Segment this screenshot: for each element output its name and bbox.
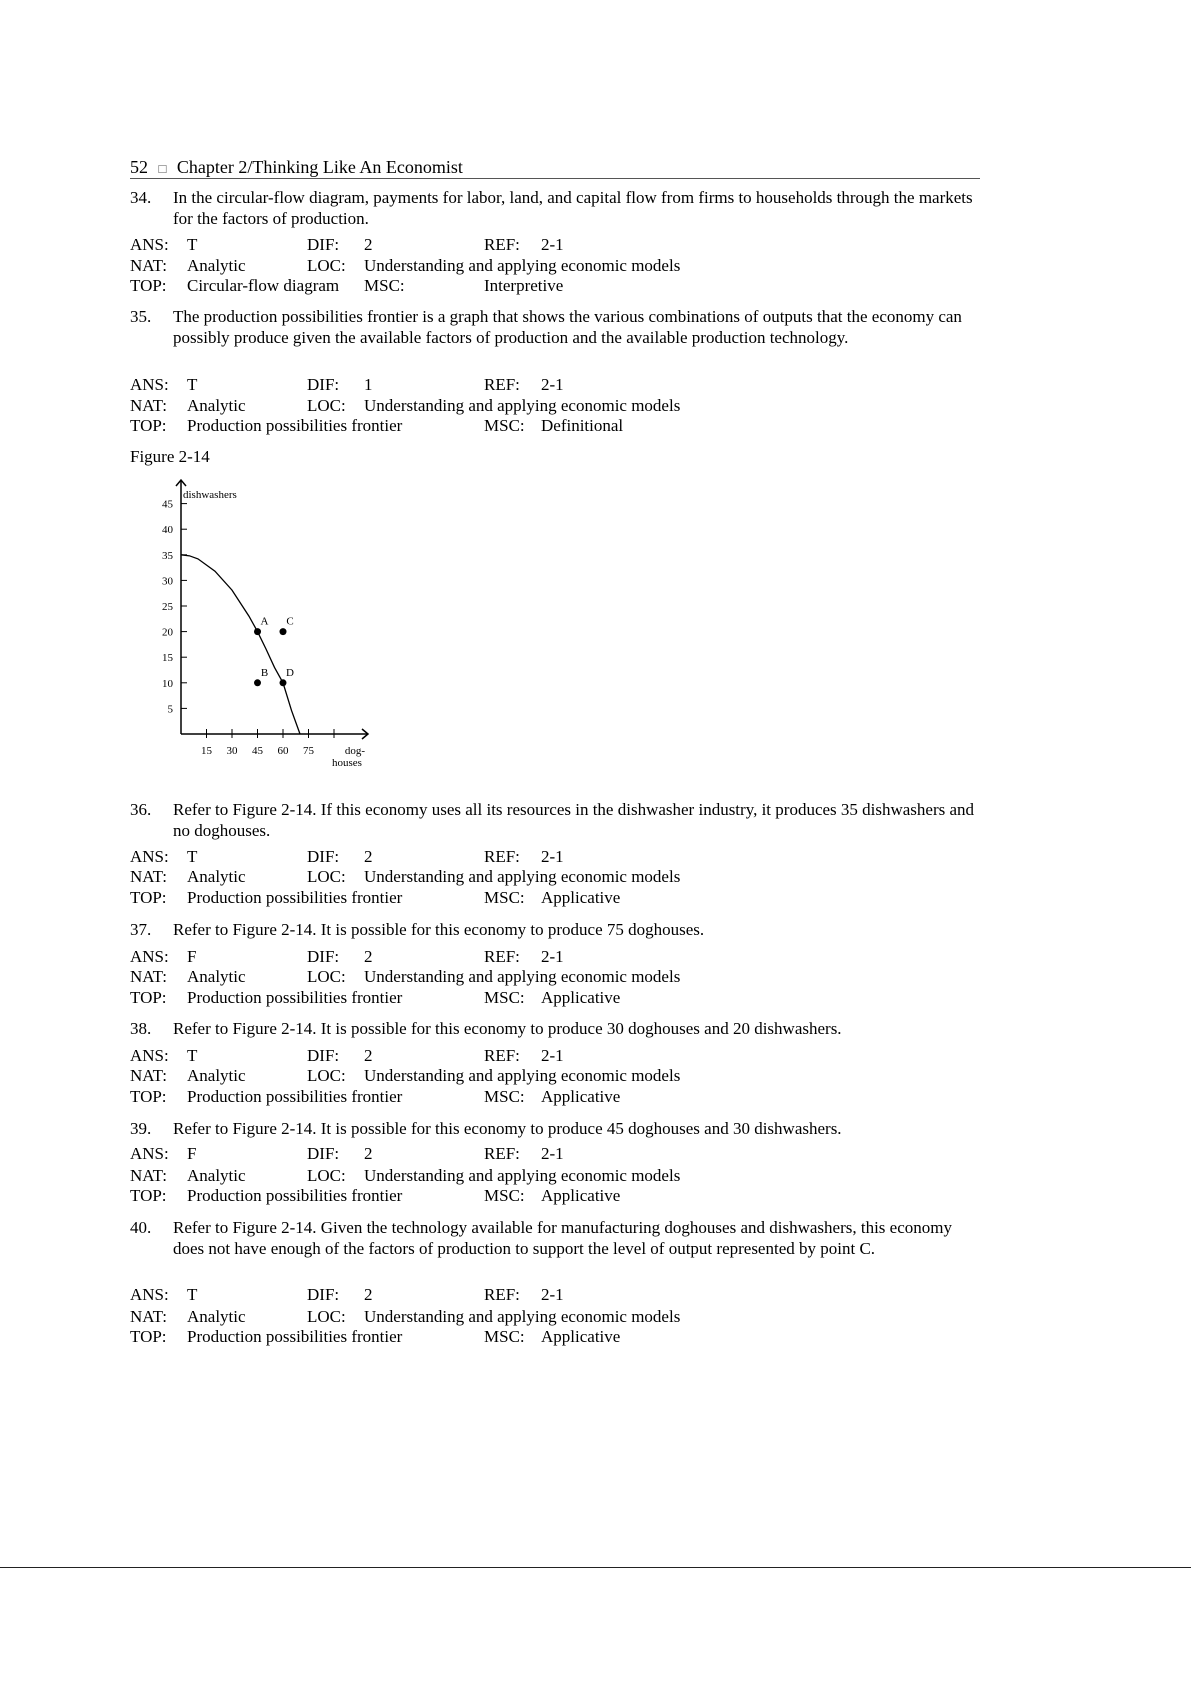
dif-value: 2 bbox=[364, 847, 373, 866]
ref-value: 2-1 bbox=[541, 1285, 564, 1304]
point-c bbox=[280, 628, 287, 635]
nat-value: Analytic bbox=[187, 256, 246, 275]
dif-value: 2 bbox=[364, 1285, 373, 1304]
nat-label: NAT: bbox=[130, 967, 167, 986]
msc-label: MSC: bbox=[484, 988, 525, 1007]
ref-value: 2-1 bbox=[541, 1144, 564, 1163]
msc-label: MSC: bbox=[364, 276, 405, 295]
loc-label: LOC: bbox=[307, 1307, 346, 1326]
nat-label: NAT: bbox=[130, 1166, 167, 1185]
dif-label: DIF: bbox=[307, 1046, 340, 1065]
ref-label: REF: bbox=[484, 235, 520, 254]
question-number: 37. bbox=[130, 920, 152, 939]
page-header bbox=[130, 157, 463, 179]
msc-value: Definitional bbox=[541, 416, 624, 435]
nat-label: NAT: bbox=[130, 1066, 167, 1085]
msc-label: MSC: bbox=[484, 416, 525, 435]
dif-value: 2 bbox=[364, 1046, 373, 1065]
ref-label: REF: bbox=[484, 947, 520, 966]
ans-label: ANS: bbox=[130, 1144, 169, 1163]
loc-label: LOC: bbox=[307, 256, 346, 275]
point-b bbox=[254, 679, 261, 686]
point-label-d: D bbox=[286, 666, 294, 679]
page-number: 52 bbox=[130, 157, 148, 177]
dif-value: 2 bbox=[364, 947, 373, 966]
y-tick-label: 30 bbox=[162, 575, 173, 588]
y-tick-label: 25 bbox=[162, 601, 173, 613]
top-label: TOP: bbox=[130, 416, 167, 435]
loc-value: Understanding and applying economic models bbox=[364, 396, 681, 415]
nat-value: Analytic bbox=[187, 1066, 246, 1085]
question-text: In the circular-flow diagram, payments for labor, land, and capital flow from firms to households through the markets for the factors of production. bbox=[173, 188, 973, 228]
loc-value: Understanding and applying economic models bbox=[364, 1166, 681, 1185]
y-tick-label: 15 bbox=[162, 652, 173, 665]
loc-label: LOC: bbox=[307, 396, 346, 415]
point-d bbox=[280, 679, 287, 686]
top-value: Production possibilities frontier bbox=[187, 988, 403, 1007]
nat-label: NAT: bbox=[130, 1307, 167, 1326]
loc-label: LOC: bbox=[307, 867, 346, 886]
msc-value: Applicative bbox=[541, 1087, 621, 1106]
msc-label: MSC: bbox=[484, 888, 525, 907]
nat-value: Analytic bbox=[187, 967, 246, 986]
x-tick-label: 60 bbox=[277, 745, 289, 757]
nat-value: Analytic bbox=[187, 1166, 246, 1185]
x-tick-label: 15 bbox=[201, 745, 212, 757]
page-bottom-rule bbox=[0, 1567, 1191, 1568]
y-tick-label: 45 bbox=[162, 498, 173, 511]
question-text: Refer to Figure 2-14. It is possible for this economy to produce 75 doghouses. bbox=[173, 920, 705, 939]
ref-value: 2-1 bbox=[541, 1046, 564, 1065]
loc-value: Understanding and applying economic models bbox=[364, 256, 681, 275]
top-label: TOP: bbox=[130, 888, 167, 907]
ans-value: T bbox=[187, 1285, 198, 1304]
nat-label: NAT: bbox=[130, 256, 167, 275]
msc-label: MSC: bbox=[484, 1327, 525, 1346]
ref-value: 2-1 bbox=[541, 375, 564, 394]
dif-label: DIF: bbox=[307, 847, 340, 866]
top-label: TOP: bbox=[130, 1087, 167, 1106]
dif-value: 2 bbox=[364, 1144, 373, 1163]
ans-label: ANS: bbox=[130, 1285, 169, 1304]
ans-value: F bbox=[187, 947, 197, 966]
y-tick-label: 40 bbox=[162, 524, 173, 537]
question-text: Refer to Figure 2-14. It is possible for this economy to produce 45 doghouses and 30 dishwashers. bbox=[173, 1119, 842, 1138]
point-label-c: C bbox=[286, 615, 294, 628]
ans-label: ANS: bbox=[130, 847, 169, 866]
top-value: Circular-flow diagram bbox=[187, 276, 340, 295]
ref-value: 2-1 bbox=[541, 847, 564, 866]
loc-label: LOC: bbox=[307, 967, 346, 986]
ref-label: REF: bbox=[484, 1046, 520, 1065]
ans-value: T bbox=[187, 375, 198, 394]
ref-value: 2-1 bbox=[541, 947, 564, 966]
ppf-chart bbox=[130, 470, 390, 780]
msc-value: Interpretive bbox=[484, 276, 564, 295]
ans-value: F bbox=[187, 1144, 197, 1163]
ref-label: REF: bbox=[484, 1144, 520, 1163]
question-number: 36. bbox=[130, 800, 152, 819]
question-number: 35. bbox=[130, 307, 152, 326]
x-tick-label: 45 bbox=[252, 745, 263, 757]
top-value: Production possibilities frontier bbox=[187, 1186, 403, 1205]
top-value: Production possibilities frontier bbox=[187, 1327, 403, 1346]
y-axis-label: dishwashers bbox=[183, 489, 237, 501]
chapter-title: Chapter 2/Thinking Like An Economist bbox=[176, 157, 463, 177]
dif-label: DIF: bbox=[307, 1285, 340, 1304]
y-tick-label: 20 bbox=[162, 626, 173, 639]
question-text: Refer to Figure 2-14. Given the technology available for manufacturing doghouses and dishwashers, this economy does not have enough of the factors of production to support the level of output represented by point C. bbox=[173, 1218, 952, 1258]
point-label-a: A bbox=[260, 615, 269, 628]
ans-label: ANS: bbox=[130, 1046, 169, 1065]
ref-label: REF: bbox=[484, 847, 520, 866]
top-label: TOP: bbox=[130, 1327, 167, 1346]
nat-value: Analytic bbox=[187, 396, 246, 415]
loc-label: LOC: bbox=[307, 1066, 346, 1085]
msc-label: MSC: bbox=[484, 1186, 525, 1205]
nat-value: Analytic bbox=[187, 867, 246, 886]
loc-label: LOC: bbox=[307, 1166, 346, 1185]
ref-label: REF: bbox=[484, 375, 520, 394]
loc-value: Understanding and applying economic models bbox=[364, 867, 681, 886]
nat-label: NAT: bbox=[130, 867, 167, 886]
msc-label: MSC: bbox=[484, 1087, 525, 1106]
question-number: 39. bbox=[130, 1119, 152, 1138]
header-rule bbox=[130, 178, 980, 179]
ans-label: ANS: bbox=[130, 235, 169, 254]
top-value: Production possibilities frontier bbox=[187, 888, 403, 907]
nat-value: Analytic bbox=[187, 1307, 246, 1326]
x-axis-label-line2: houses bbox=[332, 757, 362, 769]
point-a bbox=[254, 628, 261, 635]
msc-value: Applicative bbox=[541, 888, 621, 907]
question-text: Refer to Figure 2-14. It is possible for this economy to produce 30 doghouses and 20 dishwashers. bbox=[173, 1019, 842, 1038]
msc-value: Applicative bbox=[541, 1327, 621, 1346]
y-tick-label: 35 bbox=[162, 549, 173, 562]
top-label: TOP: bbox=[130, 988, 167, 1007]
dif-label: DIF: bbox=[307, 235, 340, 254]
ans-label: ANS: bbox=[130, 375, 169, 394]
ref-label: REF: bbox=[484, 1285, 520, 1304]
ans-value: T bbox=[187, 847, 198, 866]
loc-value: Understanding and applying economic models bbox=[364, 1066, 681, 1085]
ans-value: T bbox=[187, 1046, 198, 1065]
ref-value: 2-1 bbox=[541, 235, 564, 254]
top-value: Production possibilities frontier bbox=[187, 416, 403, 435]
ans-value: T bbox=[187, 235, 198, 254]
y-tick-label: 10 bbox=[162, 677, 173, 690]
box-icon: □ bbox=[158, 161, 167, 176]
msc-value: Applicative bbox=[541, 1186, 621, 1205]
nat-label: NAT: bbox=[130, 396, 167, 415]
loc-value: Understanding and applying economic models bbox=[364, 1307, 681, 1326]
y-tick-label: 5 bbox=[167, 703, 173, 716]
top-label: TOP: bbox=[130, 276, 167, 295]
ans-label: ANS: bbox=[130, 947, 169, 966]
dif-value: 2 bbox=[364, 235, 373, 254]
figure-label: Figure 2-14 bbox=[130, 447, 210, 466]
question-number: 40. bbox=[130, 1218, 152, 1237]
dif-label: DIF: bbox=[307, 375, 340, 394]
question-text: The production possibilities frontier is a graph that shows the various combinations of outputs that the economy can possibly produce given the available factors of production and the available production technology. bbox=[173, 307, 962, 347]
x-tick-label: 75 bbox=[303, 745, 314, 757]
dif-value: 1 bbox=[364, 375, 373, 394]
point-label-b: B bbox=[260, 666, 269, 679]
loc-value: Understanding and applying economic models bbox=[364, 967, 681, 986]
x-tick-label: 30 bbox=[226, 745, 238, 757]
top-label: TOP: bbox=[130, 1186, 167, 1205]
question-number: 38. bbox=[130, 1019, 152, 1038]
dif-label: DIF: bbox=[307, 947, 340, 966]
msc-value: Applicative bbox=[541, 988, 621, 1007]
question-number: 34. bbox=[130, 188, 152, 207]
dif-label: DIF: bbox=[307, 1144, 340, 1163]
question-text: Refer to Figure 2-14. If this economy uses all its resources in the dishwasher industry, it produces 35 dishwashers and no doghouses. bbox=[173, 800, 975, 840]
top-value: Production possibilities frontier bbox=[187, 1087, 403, 1106]
x-axis-label-line1: dog- bbox=[344, 745, 366, 757]
ppf-curve bbox=[181, 555, 300, 734]
